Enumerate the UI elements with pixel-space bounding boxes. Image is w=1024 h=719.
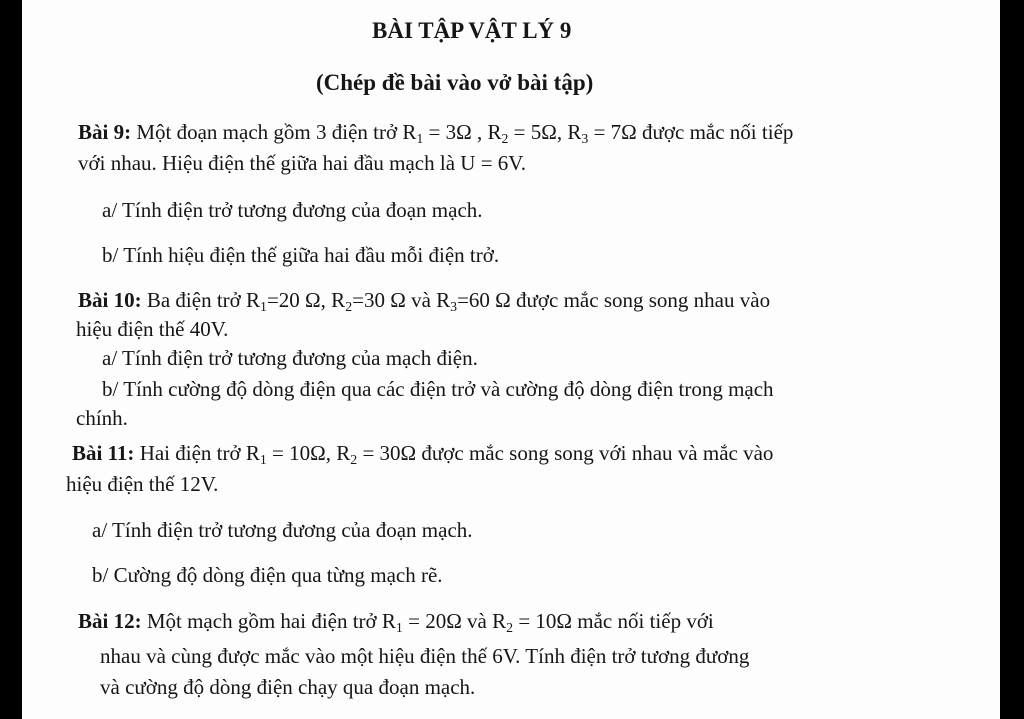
subscript: 1 [259, 452, 267, 468]
subscript: 1 [416, 131, 424, 147]
problem-9-part-b: b/ Tính hiệu điện thế giữa hai đầu mỗi điện trở. [102, 243, 500, 267]
problem-10-text: =20 Ω, R [266, 288, 346, 312]
problem-9-label: Bài 9: [78, 120, 132, 144]
subscript: 3 [581, 131, 589, 147]
problem-9-part-a: a/ Tính điện trở tương đương của đoạn mạch. [102, 198, 483, 222]
subscript: 2 [506, 620, 514, 636]
problem-12-label: Bài 12: [78, 609, 142, 633]
problem-10-part-a: a/ Tính điện trở tương đương của mạch điện. [102, 346, 478, 370]
problem-10-part-b: b/ Tính cường độ dòng điện qua các điện trở và cường độ dòng điện trong mạch [102, 377, 774, 401]
problem-12-line-2: nhau và cùng được mắc vào một hiệu điện thế 6V. Tính điện trở tương đương [100, 644, 750, 668]
problem-11-line-1 [72, 440, 773, 466]
problem-10-line-2: hiệu điện thế 40V. [76, 317, 229, 341]
problem-11-label: Bài 11: [72, 441, 135, 465]
subscript: 1 [395, 620, 403, 636]
problem-12-text: Một mạch gồm hai điện trở R [141, 609, 396, 633]
subscript: 2 [501, 131, 509, 147]
problem-10-part-b-cont: chính. [76, 406, 128, 430]
subscript: 2 [350, 452, 358, 468]
problem-12-line-1 [78, 608, 714, 634]
subscript: 3 [450, 299, 458, 315]
problem-9-text: = 5Ω, R [508, 120, 582, 144]
problem-10-text: =30 Ω và R [352, 288, 451, 312]
problem-11-part-b: b/ Cường độ dòng điện qua từng mạch rẽ. [92, 563, 443, 587]
problem-10-text: =60 Ω được mắc song song nhau vào [457, 288, 771, 312]
problem-9-text: = 7Ω được mắc nối tiếp [588, 120, 794, 144]
problem-11-part-a: a/ Tính điện trở tương đương của đoạn mạch. [92, 518, 473, 542]
problem-10-label: Bài 10: [78, 288, 142, 312]
problem-11-line-2: hiệu điện thế 12V. [66, 472, 219, 496]
problem-9-text: Một đoạn mạch gồm 3 điện trở R [131, 120, 417, 144]
worksheet-page [22, 0, 1000, 719]
subscript: 2 [345, 299, 353, 315]
problem-11-text: Hai điện trở R [134, 441, 260, 465]
page-title: BÀI TẬP VẬT LÝ 9 [372, 18, 572, 43]
problem-12-text: = 10Ω mắc nối tiếp với [513, 609, 714, 633]
problem-11-text: = 10Ω, R [266, 441, 351, 465]
problem-9-line-2: với nhau. Hiệu điện thế giữa hai đầu mạch là U = 6V. [78, 151, 527, 175]
problem-9-text: = 3Ω , R [423, 120, 502, 144]
problem-9-line-1 [78, 119, 793, 145]
problem-11-text: = 30Ω được mắc song song với nhau và mắc vào [357, 441, 774, 465]
page-subtitle: (Chép đề bài vào vở bài tập) [316, 70, 594, 95]
problem-12-line-3: và cường độ dòng điện chạy qua đoạn mạch. [100, 675, 476, 699]
subscript: 1 [260, 299, 267, 315]
problem-10-line-1 [78, 287, 770, 313]
problem-10-text: Ba điện trở R [141, 288, 261, 312]
problem-12-text: = 20Ω và R [402, 609, 507, 633]
